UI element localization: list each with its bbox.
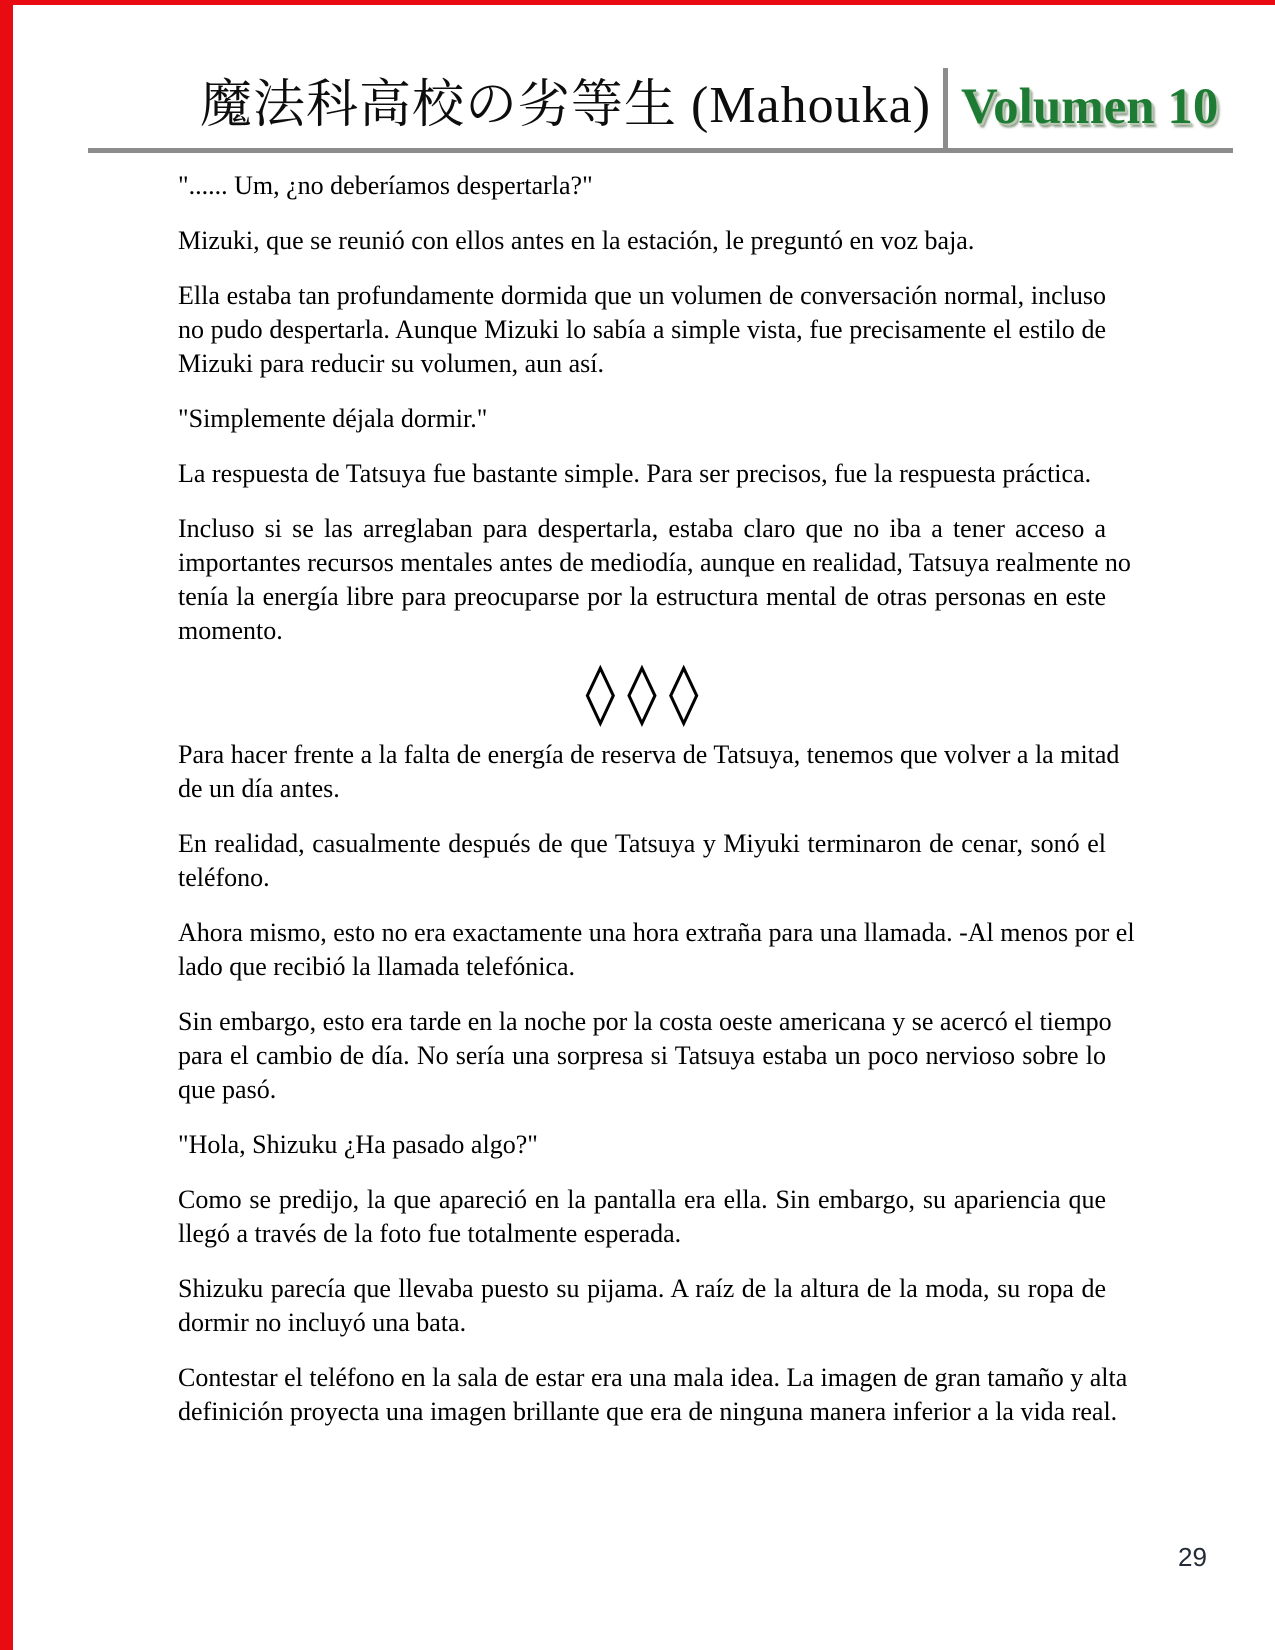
diamond-icon: ◊ bbox=[627, 658, 657, 728]
text-line: Sin embargo, esto era tarde en la noche por la costa oeste americana y se acercó el tiempo bbox=[178, 1007, 1112, 1036]
paragraph bbox=[178, 402, 1106, 436]
page-body bbox=[178, 169, 1135, 1450]
text-line: de un día antes. bbox=[178, 774, 340, 803]
diamond-icon: ◊ bbox=[585, 658, 616, 728]
text-line: "Simplemente déjala dormir." bbox=[178, 404, 488, 433]
text-line: importantes recursos mentales antes de mediodía, aunque en realidad, Tatsuya realmente no bbox=[178, 548, 1131, 577]
paragraph bbox=[178, 1128, 1106, 1162]
text-line: La respuesta de Tatsuya fue bastante simple. Para ser precisos, fue la respuesta práctica. bbox=[178, 459, 1092, 488]
text-line: Para hacer frente a la falta de energía de reserva de Tatsuya, tenemos que volver a la mitad bbox=[178, 740, 1120, 769]
text-line: Ahora mismo, esto no era exactamente una hora extraña para una llamada. -Al menos por el bbox=[178, 918, 1135, 947]
text-line: llegó a través de la foto fue totalmente esperada. bbox=[178, 1219, 682, 1248]
diamond-icon: ◊ bbox=[668, 658, 699, 728]
text-line: Shizuku parecía que llevaba puesto su pijama. A raíz de la altura de la moda, su ropa de bbox=[178, 1274, 1106, 1303]
text-line: Contestar el teléfono en la sala de estar era una mala idea. La imagen de gran tamaño y alta bbox=[178, 1363, 1128, 1392]
volume-label: Volumen 10 bbox=[961, 79, 1219, 135]
paragraph bbox=[178, 1272, 1106, 1340]
top-edge-red-bar bbox=[0, 0, 1275, 5]
book-title: 魔法科高校の劣等生 (Mahouka) bbox=[200, 77, 932, 134]
header-horizontal-rule bbox=[88, 148, 1233, 153]
text-line: para el cambio de día. No sería una sorpresa si Tatsuya estaba un poco nervioso sobre lo bbox=[178, 1041, 1106, 1070]
text-line: definición proyecta una imagen brillante que era de ninguna manera inferior a la vida real. bbox=[178, 1397, 1118, 1426]
text-line: que pasó. bbox=[178, 1075, 277, 1104]
text-line: no pudo despertarla. Aunque Mizuki lo sabía a simple vista, fue precisamente el estilo de bbox=[178, 315, 1106, 344]
paragraph bbox=[178, 279, 1106, 381]
paragraph bbox=[178, 1183, 1106, 1251]
text-line: En realidad, casualmente después de que Tatsuya y Miyuki terminaron de cenar, sonó el bbox=[178, 829, 1106, 858]
text-line: teléfono. bbox=[178, 863, 270, 892]
text-line: lado que recibió la llamada telefónica. bbox=[178, 952, 576, 981]
text-line: Incluso si se las arreglaban para despertarla, estaba claro que no iba a tener acceso a bbox=[178, 514, 1106, 543]
left-edge-red-bar bbox=[0, 0, 13, 1650]
text-line: momento. bbox=[178, 616, 283, 645]
text-line: dormir no incluyó una bata. bbox=[178, 1308, 467, 1337]
paragraph bbox=[178, 169, 1106, 203]
page-number: 29 bbox=[1178, 1542, 1207, 1572]
paragraph bbox=[178, 224, 1106, 258]
paragraph bbox=[178, 512, 1131, 648]
paragraph bbox=[178, 1005, 1112, 1107]
text-line: "...... Um, ¿no deberíamos despertarla?" bbox=[178, 171, 593, 200]
text-line: Como se predijo, la que apareció en la pantalla era ella. Sin embargo, su apariencia que bbox=[178, 1185, 1106, 1214]
section-break bbox=[178, 658, 1106, 728]
text-line: "Hola, Shizuku ¿Ha pasado algo?" bbox=[178, 1130, 538, 1159]
paragraph bbox=[178, 738, 1120, 806]
text-line: tenía la energía libre para preocuparse por la estructura mental de otras personas en este bbox=[178, 582, 1106, 611]
text-line: Mizuki para reducir su volumen, aun así. bbox=[178, 349, 604, 378]
text-line: Mizuki, que se reunió con ellos antes en la estación, le preguntó en voz baja. bbox=[178, 226, 975, 255]
paragraph bbox=[178, 457, 1106, 491]
text-line: Ella estaba tan profundamente dormida que un volumen de conversación normal, incluso bbox=[178, 281, 1106, 310]
header-vertical-divider bbox=[943, 68, 948, 148]
paragraph bbox=[178, 827, 1106, 895]
paragraph bbox=[178, 916, 1135, 984]
paragraph bbox=[178, 1361, 1128, 1429]
